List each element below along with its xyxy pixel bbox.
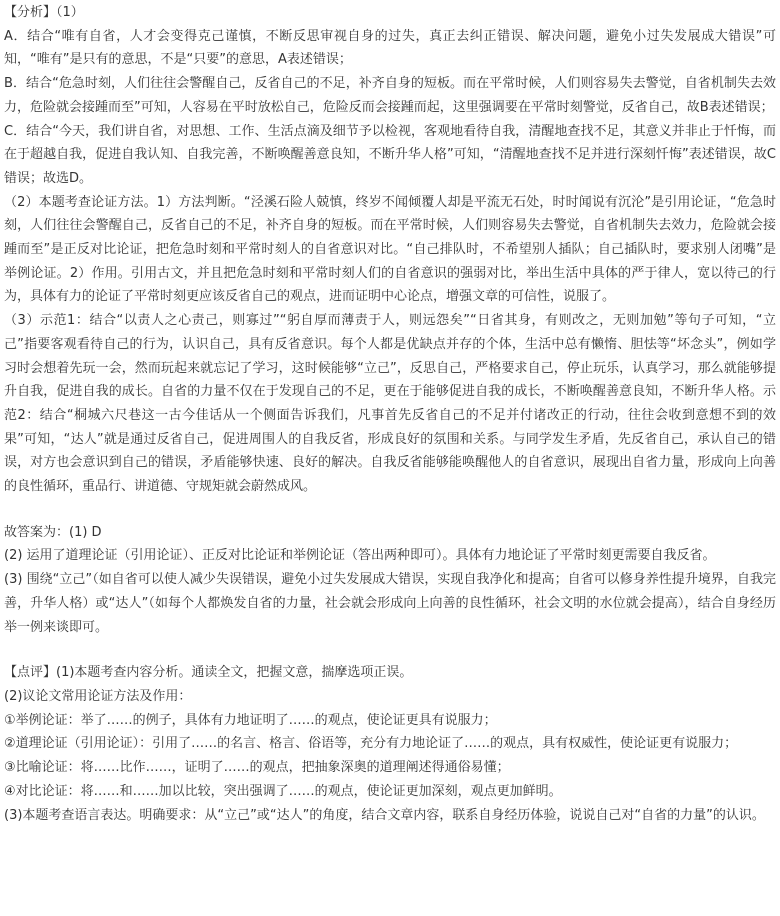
analysis-option-c: C．结合“今天，我们讲自省，对思想、工作、生活点滴及细节予以检视，客观地看待自我，清醒地查找不足，其意义并非止于忏悔，而在于超越自我，促进自我认知、自我完善，不断唤醒善意良知，不断升华人格”可知，“清醒地查找不足并进行深刻忏悔”表述错误，故C错误；故选D。 [4, 123, 776, 186]
answer-section [4, 521, 776, 640]
analysis-section [4, 0, 776, 499]
analysis-option-a: A．结合“唯有自省，人才会变得克己谨慎，不断反思审视自身的过失，真正去纠正错误、解决问题，避免小过失发展成大错误”可知，“唯有”是只有的意思，不是“只要”的意思，A表述错误； [4, 28, 776, 68]
analysis-option-b: B．结合“危急时刻，人们往往会警醒自己，反省自己的不足，补齐自身的短板。而在平常时候，人们则容易失去警觉，自省机制失去效力，危险就会接踵而至”可知，人容易在平时放松自己，危险反而会接踵而起，这里强调要在平常时刻警觉，反省自己，故B表述错误； [4, 76, 776, 115]
comment-section [4, 661, 776, 827]
answer-3: (3) 围绕“立己”（如自省可以使人减少失误错误，避免小过失发展成大错误，实现自我净化和提高；自省可以修身养性提升境界，自我完善，升华人格）或“达人”（如每个人都焕发自省的力量，社会就会形成向上向善的良性循环，社会文明的水位就会提高），结合自身经历举一例来谈即可。 [4, 572, 776, 635]
answer-1: 故答案为：(1) D [4, 524, 102, 540]
comment-6: ④对比论证：将……和……加以比较，突出强调了……的观点，使论证更加深刻，观点更加鲜明。 [4, 783, 562, 799]
analysis-question-2: （2）本题考查论证方法。1）方法判断。“泾溪石险人兢慎，终岁不闻倾覆人却是平流无石处，时时闻说有沉沦”是引用论证，“危急时刻，人们往往会警醒自己，反省自己的不足，补齐自身的短板。而在平常时候，人们则容易失去警觉，自省机制失去效力，危险就会接踵而至”是正反对比论证，把危急时刻和平常时刻人的自省意识对比。“自己排队时，不希望别人插队；自己插队时，要求别人闭嘴”是举例论证。2）作用。引用古文，并且把危急时刻和平常时刻人们的自省意识的强弱对比，举出生活中具体的严于律人，宽以待己的行为，具体有力的论证了平常时刻更应该反省自己的观点，进而证明中心论点，增强文章的可信性，说服了。 [4, 194, 776, 305]
answer-2: (2) 运用了道理论证（引用论证）、正反对比论证和举例论证（答出两种即可）。具体有力地论证了平常时刻更需要自我反省。 [4, 548, 716, 564]
comment-2: (2)议论文常用论证方法及作用： [4, 688, 192, 704]
comment-4: ②道理论证（引用论证）：引用了……的名言、格言、俗语等，充分有力地论证了……的观点，具有权威性，使论证更有说服力； [4, 736, 738, 752]
comment-5: ③比喻论证：将……比作……，证明了……的观点，把抽象深奥的道理阐述得通俗易懂； [4, 760, 510, 776]
comment-1: 【点评】(1)本题考查内容分析。通读全文，把握文意，揣摩选项正误。 [4, 665, 413, 681]
analysis-question-3: （3）示范1：结合“以责人之心责己，则寡过”“躬自厚而薄责于人，则远怨矣”“日省其身，有则改之，无则加勉”等句子可知，“立己”指要客观看待自己的行为，认识自己，具有反省意识。每个人都是优缺点并存的个体，生活中总有懒惰、胆怯等“坏念头”，例如学习时会想着先玩一会，然而玩起来就忘记了学习，这时候能够“立己”，反思自己，严格要求自己，停止玩乐，认真学习，那么就能够提升自我，促进自我的成长。自省的力量不仅在于发现自己的不足，更在于能够促进自我的成长，不断唤醒善意良知，不断升华人格。示范2：结合“桐城六尺巷这一古今佳话从一个侧面告诉我们，凡事首先反省自己的不足并付诸改正的行动，往往会收到意想不到的效果”可知，“达人”就是通过反省自己，促进周围人的自我反省，形成良好的氛围和关系。与同学发生矛盾，先反省自己，承认自己的错误，对方也会意识到自己的错误，矛盾能够快速、良好的解决。自我反省能够能唤醒他人的自省意识，展现出自省力量，形成向上向善的良性循环，重品行、讲道德、守规矩就会蔚然成风。 [4, 313, 776, 495]
comment-7: (3)本题考查语言表达。明确要求：从“立己”或“达人”的角度，结合文章内容，联系自身经历体验，说说自己对“自省的力量”的认识。 [4, 807, 765, 823]
analysis-header: 【分析】（1） [4, 5, 84, 20]
comment-3: ①举例论证：举了……的例子，具体有力地证明了……的观点，使论证更具有说服力； [4, 712, 497, 728]
